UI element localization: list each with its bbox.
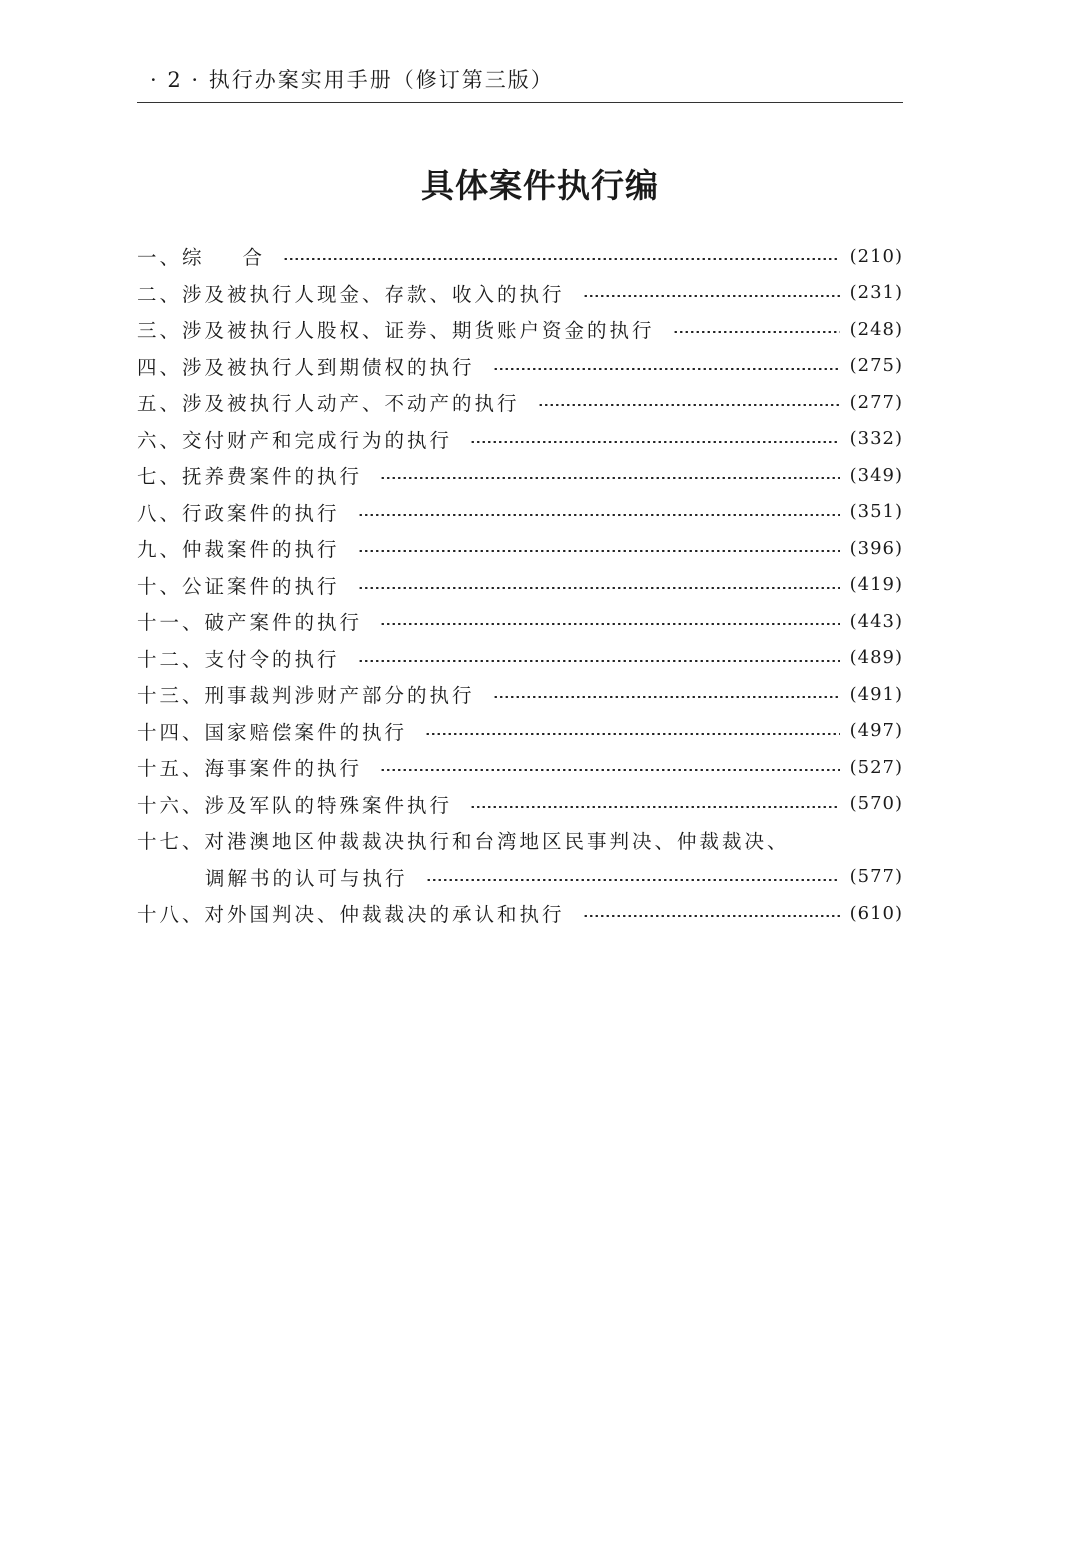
toc-page-number: (332) xyxy=(849,428,903,450)
dot-leader xyxy=(380,769,840,771)
toc-entry-continuation[interactable] xyxy=(137,859,903,896)
section-title: 具体案件执行编 xyxy=(421,166,659,205)
toc-entry-label: 七、抚养费案件的执行 xyxy=(137,465,363,489)
toc-entry[interactable] xyxy=(137,275,903,312)
dot-leader xyxy=(358,660,840,662)
toc-page-number: (231) xyxy=(849,282,903,304)
toc-entry-first-line[interactable] xyxy=(137,822,903,859)
dot-leader xyxy=(493,368,840,370)
toc-entry-label: 九、仲裁案件的执行 xyxy=(137,538,340,562)
toc-page-number: (419) xyxy=(849,574,903,596)
toc-page-number: (497) xyxy=(849,720,903,742)
toc-entry-label: 三、涉及被执行人股权、证券、期货账户资金的执行 xyxy=(137,319,655,343)
running-head: · 2 · 执行办案实用手册（修订第三版） xyxy=(150,68,554,92)
dot-leader xyxy=(493,696,840,698)
dot-leader xyxy=(425,733,840,735)
toc-page-number: (396) xyxy=(849,537,903,559)
toc-page-number: (570) xyxy=(849,793,903,815)
dot-leader xyxy=(358,550,840,552)
toc-entry-label: 十五、海事案件的执行 xyxy=(137,757,363,781)
toc-entry-label: 五、涉及被执行人动产、不动产的执行 xyxy=(137,392,520,416)
dot-leader xyxy=(470,441,840,443)
toc-page-number: (489) xyxy=(849,647,903,669)
header-rule xyxy=(137,102,903,103)
toc-page-number: (527) xyxy=(849,756,903,778)
toc-entry[interactable] xyxy=(137,457,903,494)
dot-leader xyxy=(380,477,840,479)
toc-entry-label: 四、涉及被执行人到期债权的执行 xyxy=(137,355,475,379)
toc-page-number: (351) xyxy=(849,501,903,523)
toc-page-number: (277) xyxy=(849,391,903,413)
toc-entry[interactable] xyxy=(137,421,903,458)
dot-leader xyxy=(358,587,840,589)
dot-leader xyxy=(673,331,840,333)
toc-page-number: (248) xyxy=(849,318,903,340)
toc-entry-label: 十二、支付令的执行 xyxy=(137,647,340,671)
toc-entry-label: 八、行政案件的执行 xyxy=(137,501,340,525)
toc-entry[interactable] xyxy=(137,311,903,348)
toc-entry-label: 一、综 合 xyxy=(137,246,266,270)
toc-entry[interactable] xyxy=(137,603,903,640)
dot-leader xyxy=(583,295,840,297)
toc-entry[interactable] xyxy=(137,676,903,713)
toc-entry-label: 十八、对外国判决、仲裁裁决的承认和执行 xyxy=(137,903,565,927)
toc-entry[interactable] xyxy=(137,786,903,823)
toc-entry-label: 十一、破产案件的执行 xyxy=(137,611,363,635)
toc-page-number: (443) xyxy=(849,610,903,632)
toc-entry[interactable] xyxy=(137,494,903,531)
toc-page-number: (349) xyxy=(849,464,903,486)
toc-page-number: (577) xyxy=(849,866,903,888)
toc-entry[interactable] xyxy=(137,238,903,275)
toc-entry-label: 十七、对港澳地区仲裁裁决执行和台湾地区民事判决、仲裁裁决、 xyxy=(137,830,790,854)
toc-entry[interactable] xyxy=(137,895,903,932)
toc-entry-label: 十四、国家赔偿案件的执行 xyxy=(137,720,408,744)
dot-leader xyxy=(583,915,840,917)
toc-entry[interactable] xyxy=(137,713,903,750)
toc-entry-label-continued: 调解书的认可与执行 xyxy=(205,866,408,890)
toc-entry[interactable] xyxy=(137,384,903,421)
toc-page-number: (491) xyxy=(849,683,903,705)
dot-leader xyxy=(426,879,840,881)
toc-entry[interactable] xyxy=(137,640,903,677)
toc-entry-label: 六、交付财产和完成行为的执行 xyxy=(137,428,453,452)
toc-entry-label: 十三、刑事裁判涉财产部分的执行 xyxy=(137,684,475,708)
dot-leader xyxy=(283,258,840,260)
toc-entry[interactable] xyxy=(137,749,903,786)
table-of-contents xyxy=(137,238,903,932)
toc-entry-label: 十、公证案件的执行 xyxy=(137,574,340,598)
toc-entry-label: 十六、涉及军队的特殊案件执行 xyxy=(137,793,453,817)
dot-leader xyxy=(358,514,840,516)
toc-entry[interactable] xyxy=(137,567,903,604)
dot-leader xyxy=(380,623,840,625)
toc-page-number: (210) xyxy=(849,245,903,267)
toc-entry[interactable] xyxy=(137,348,903,385)
toc-page-number: (275) xyxy=(849,355,903,377)
toc-entry-label: 二、涉及被执行人现金、存款、收入的执行 xyxy=(137,282,565,306)
dot-leader xyxy=(470,806,840,808)
toc-entry[interactable] xyxy=(137,530,903,567)
dot-leader xyxy=(538,404,840,406)
toc-page-number: (610) xyxy=(849,902,903,924)
